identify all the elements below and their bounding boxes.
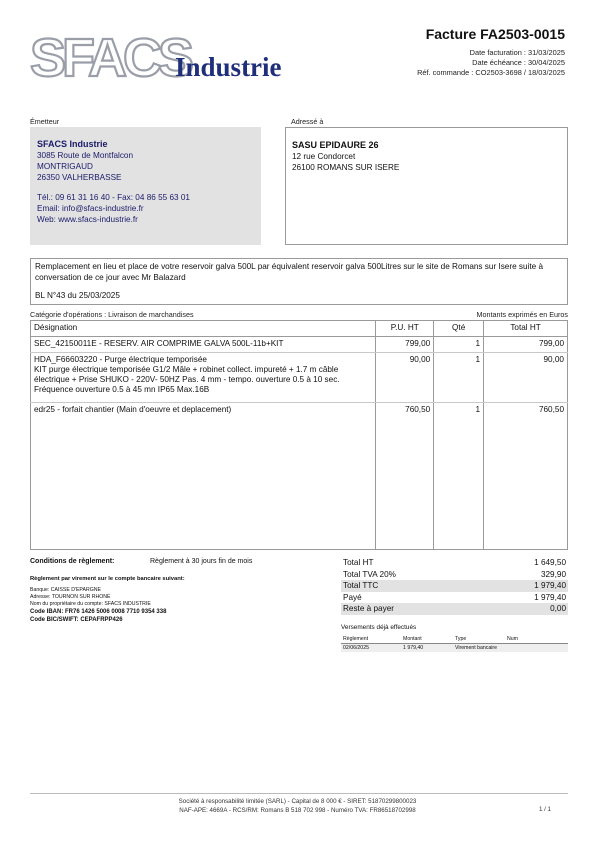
row-qty: 1: [434, 353, 484, 403]
recipient-block: [285, 127, 568, 245]
pay-date: 02/06/2025: [343, 645, 369, 651]
total-row: [341, 603, 568, 615]
footer-divider: [30, 793, 568, 794]
payments-title: Versements déjà effectués: [341, 624, 417, 631]
note-bl: BL N°43 du 25/03/2025: [35, 291, 120, 300]
row-qty: 1: [434, 337, 484, 353]
emitter-phone: Tél.: 09 61 31 16 40 - Fax: 04 86 55 63 01: [37, 193, 190, 202]
bank-bic: Code BIC/SWIFT: CEPAFRPP426: [30, 617, 123, 623]
header-pu: P.U. HT: [376, 321, 434, 337]
bank-name: Banque: CAISSE D'EPARGNE: [30, 587, 101, 593]
recipient-label: Adressé à: [291, 117, 324, 126]
row-total: 799,00: [484, 337, 568, 353]
row-qty: 1: [434, 403, 484, 550]
pay-num: [505, 644, 568, 653]
company-logo: [30, 30, 290, 80]
total-value: 329,90: [540, 569, 566, 579]
total-value: 1 649,50: [534, 558, 566, 568]
conditions-label: Conditions de règlement:: [30, 558, 115, 565]
pay-amount: 1 979,40: [403, 645, 424, 651]
table-row: [31, 337, 568, 353]
total-label: Reste à payer: [341, 603, 480, 615]
pay-type: Virement bancaire: [455, 645, 498, 651]
emitter-address1: 3085 Route de Montfalcon: [37, 151, 134, 160]
emitter-label: Émetteur: [30, 117, 60, 126]
total-label: Total HT: [343, 558, 374, 568]
bank-details: [30, 587, 330, 624]
emitter-email[interactable]: Email: info@sfacs-industrie.fr: [37, 204, 144, 213]
emitter-web[interactable]: Web: www.sfacs-industrie.fr: [37, 215, 138, 224]
row-pu: 799,00: [376, 337, 434, 353]
pay-header-montant: Montant: [401, 635, 453, 644]
items-table: [30, 320, 568, 550]
bank-iban: Code IBAN: FR76 1426 5006 0008 7710 9354 338: [30, 609, 167, 615]
row-pu: 760,50: [376, 403, 434, 550]
total-label: Total TVA 20%: [343, 569, 396, 579]
ref-commande: Réf. commande : CO2503-3698 / 18/03/2025: [417, 68, 565, 77]
total-value: 1 979,40: [480, 580, 568, 592]
payments-table: [341, 635, 568, 652]
note-text: Remplacement en lieu et place de votre reservoir galva 500L par équivalent reservoir galva 500Litres sur le site de Romans sur Isere suite à conversation de ce jour avec Mr Balazard: [35, 262, 544, 282]
row-total: 90,00: [484, 353, 568, 403]
page-number: 1 / 1: [538, 806, 551, 813]
total-row: [341, 580, 568, 592]
total-row: [341, 569, 568, 581]
header-designation: Désignation: [31, 321, 376, 337]
invoice-title: Facture FA2503-0015: [425, 26, 565, 42]
date-facturation: Date facturation : 31/03/2025: [469, 48, 565, 57]
pay-header-num: Num: [505, 635, 568, 644]
total-value: 0,00: [480, 603, 568, 615]
header-qty: Qté: [434, 321, 484, 337]
invoice-meta: [417, 48, 565, 78]
header-total: Total HT: [484, 321, 568, 337]
total-label: Payé: [343, 592, 362, 602]
bank-address: Adresse: TOURNON SUR RHONE: [30, 594, 111, 600]
category-label: Catégorie d'opérations : Livraison de marchandises: [30, 310, 194, 319]
total-value: 1 979,40: [534, 592, 566, 602]
virement-title: Règlement par virement sur le compte bancaire suivant:: [30, 576, 185, 582]
conditions-value: Règlement à 30 jours fin de mois: [150, 558, 253, 565]
row-designation: edr25 - forfait chantier (Main d'oeuvre et deplacement): [31, 403, 376, 550]
emitter-name: SFACS Industrie: [37, 139, 108, 149]
emitter-address2: MONTRIGAUD: [37, 162, 93, 171]
recipient-address1: 12 rue Condorcet: [292, 152, 356, 161]
row-designation: SEC_42150011E - RESERV. AIR COMPRIME GALVA 500L-11b+KIT: [31, 337, 376, 353]
logo-suffix: Industrie: [175, 52, 282, 80]
emitter-address3: 26350 VALHERBASSE: [37, 173, 122, 182]
footer: [0, 797, 595, 815]
row-designation: HDA_F66603220 - Purge électrique temporisée: [34, 355, 207, 364]
footer-line2: NAF-APE: 4669A - RCS/RM: Romans B 518 702 998 - Numéro TVA: FR86518702998: [179, 807, 416, 814]
footer-line1: Société à responsabilité limitée (SARL) - Capital de 8 000 € - SIRET: 51870299800023: [178, 798, 417, 805]
total-label: Total TTC: [341, 580, 480, 592]
pay-header-type: Type: [453, 635, 505, 644]
invoice-note: [30, 258, 568, 305]
table-row: [31, 403, 568, 550]
recipient-address2: 26100 ROMANS SUR ISERE: [292, 163, 400, 172]
total-row: [341, 592, 568, 604]
emitter-block: [30, 127, 261, 245]
payment-row: [341, 644, 568, 653]
recipient-name: SASU EPIDAURE 26: [292, 140, 379, 150]
table-row: [31, 353, 568, 403]
date-echeance: Date échéance : 30/04/2025: [472, 58, 565, 67]
pay-header-reglement: Règlement: [341, 635, 401, 644]
total-row: [341, 557, 568, 569]
row-pu: 90,00: [376, 353, 434, 403]
row-detail: KIT purge électrique temporisée G1/2 Mâle + robinet collect. impureté + 1.7 m câble électrique + Prise SHUKO - 220V- 50HZ Pas. 4 mm - tempo. ouverture 0.5 à 10 sec. Fréquence ouverture 0.5 à 45 mn IP65 Max.16B: [34, 365, 340, 394]
row-total: 760,50: [484, 403, 568, 550]
bank-owner: Nom du propriétaire du compte: SFACS INDUSTRIE: [30, 601, 151, 607]
currency-label: Montants exprimés en Euros: [476, 310, 568, 319]
totals-table: [341, 557, 568, 615]
logo-brand: SFACS: [30, 30, 191, 80]
